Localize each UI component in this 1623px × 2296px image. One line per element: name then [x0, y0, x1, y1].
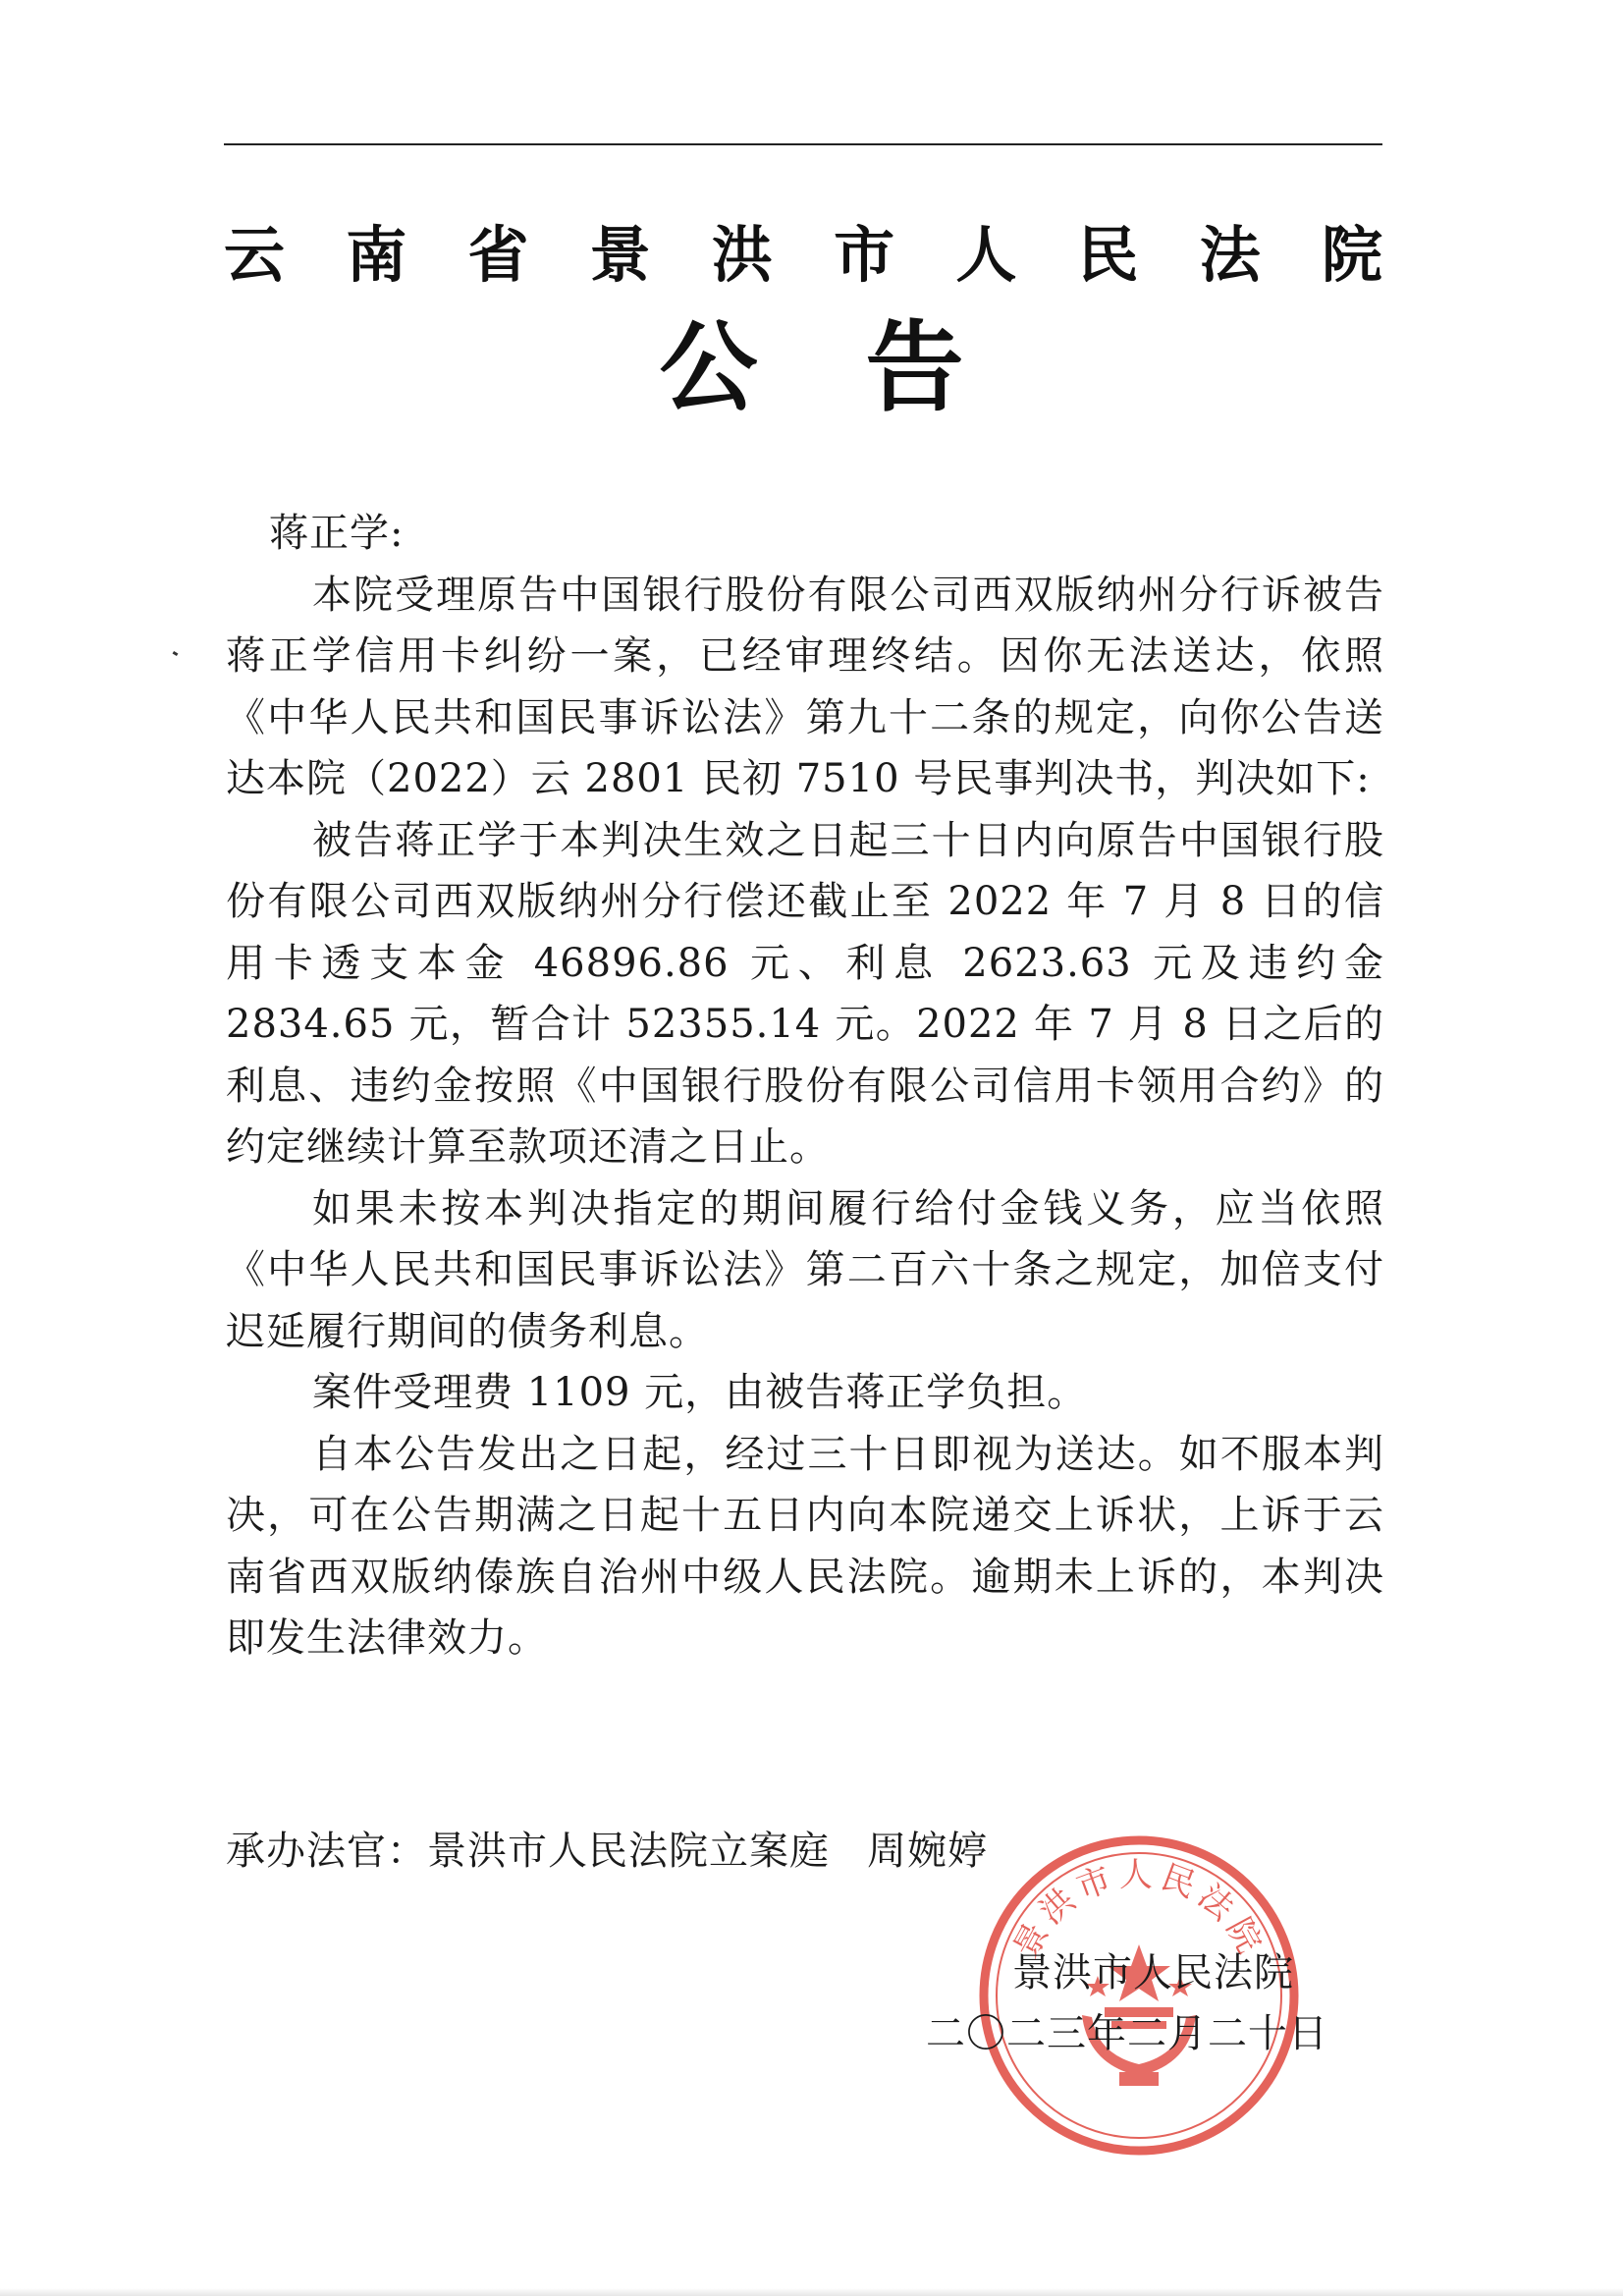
- judge-department: 景洪市人民法院立案庭: [427, 1829, 830, 1874]
- court-name-char: 南: [346, 219, 407, 291]
- presiding-judge-line: [226, 1821, 988, 1882]
- court-name-char: 洪: [711, 219, 773, 291]
- court-name-char: 云: [224, 219, 286, 291]
- court-name-heading: [224, 218, 1382, 293]
- notice-title: 公告: [659, 310, 1072, 425]
- court-name-char: 民: [1077, 219, 1139, 291]
- body-paragraph: 被告蒋正学于本判决生效之日起三十日内向原告中国银行股份有限公司西双版纳州分行偿还截止至 2022 年 7 月 8 日的信用卡透支本金 46896.86 元、利息 2623.63 元及违约金 2834.65 元，暂合计 52355.14 元。2022 年 7 月 8 日之后的利息、违约金按照《中国银行股份有限公司信用卡领用合约》的约定继续计算至款项还清之日止。: [226, 817, 1384, 1170]
- court-name-char: 法: [1199, 219, 1261, 291]
- scan-speck: [173, 651, 179, 656]
- header-rule: [224, 143, 1382, 145]
- judge-label: 承办法官：: [226, 1829, 427, 1874]
- court-name-char: 院: [1321, 219, 1382, 291]
- body-paragraph: 本院受理原告中国银行股份有限公司西双版纳州分行诉被告蒋正学信用卡纠纷一案，已经审理终结。因你无法送达，依照《中华人民共和国民事诉讼法》第九十二条的规定，向你公告送达本院（2022）云 2801 民初 7510 号民事判决书，判决如下:: [226, 572, 1384, 801]
- judge-name: 周婉婷: [867, 1829, 988, 1874]
- court-name-char: 市: [834, 219, 895, 291]
- court-name-char: 省: [467, 219, 529, 291]
- scan-bottom-edge: [0, 2288, 1623, 2296]
- court-name-char: 景: [589, 219, 651, 291]
- salutation: 蒋正学:: [269, 511, 405, 556]
- svg-text:景洪市人民法院: 景洪市人民法院: [1005, 1855, 1272, 1965]
- court-name-char: 人: [955, 219, 1017, 291]
- issue-date: 二〇二三年二月二十日: [926, 2011, 1328, 2056]
- body-paragraph: 案件受理费 1109 元，由被告蒋正学负担。: [312, 1370, 1088, 1415]
- body-paragraph: 自本公告发出之日起，经过三十日即视为送达。如不服本判决，可在公告期满之日起十五日内向本院递交上诉状，上诉于云南省西双版纳傣族自治州中级人民法院。逾期未上诉的，本判决即发生法律效力。: [226, 1431, 1384, 1661]
- notice-body: [226, 503, 1384, 1669]
- issuing-court-signature: 景洪市人民法院: [1012, 1950, 1294, 1995]
- body-paragraph: 如果未按本判决指定的期间履行给付金钱义务，应当依照《中华人民共和国民事诉讼法》第二百六十条之规定，加倍支付迟延履行期间的债务利息。: [226, 1185, 1384, 1354]
